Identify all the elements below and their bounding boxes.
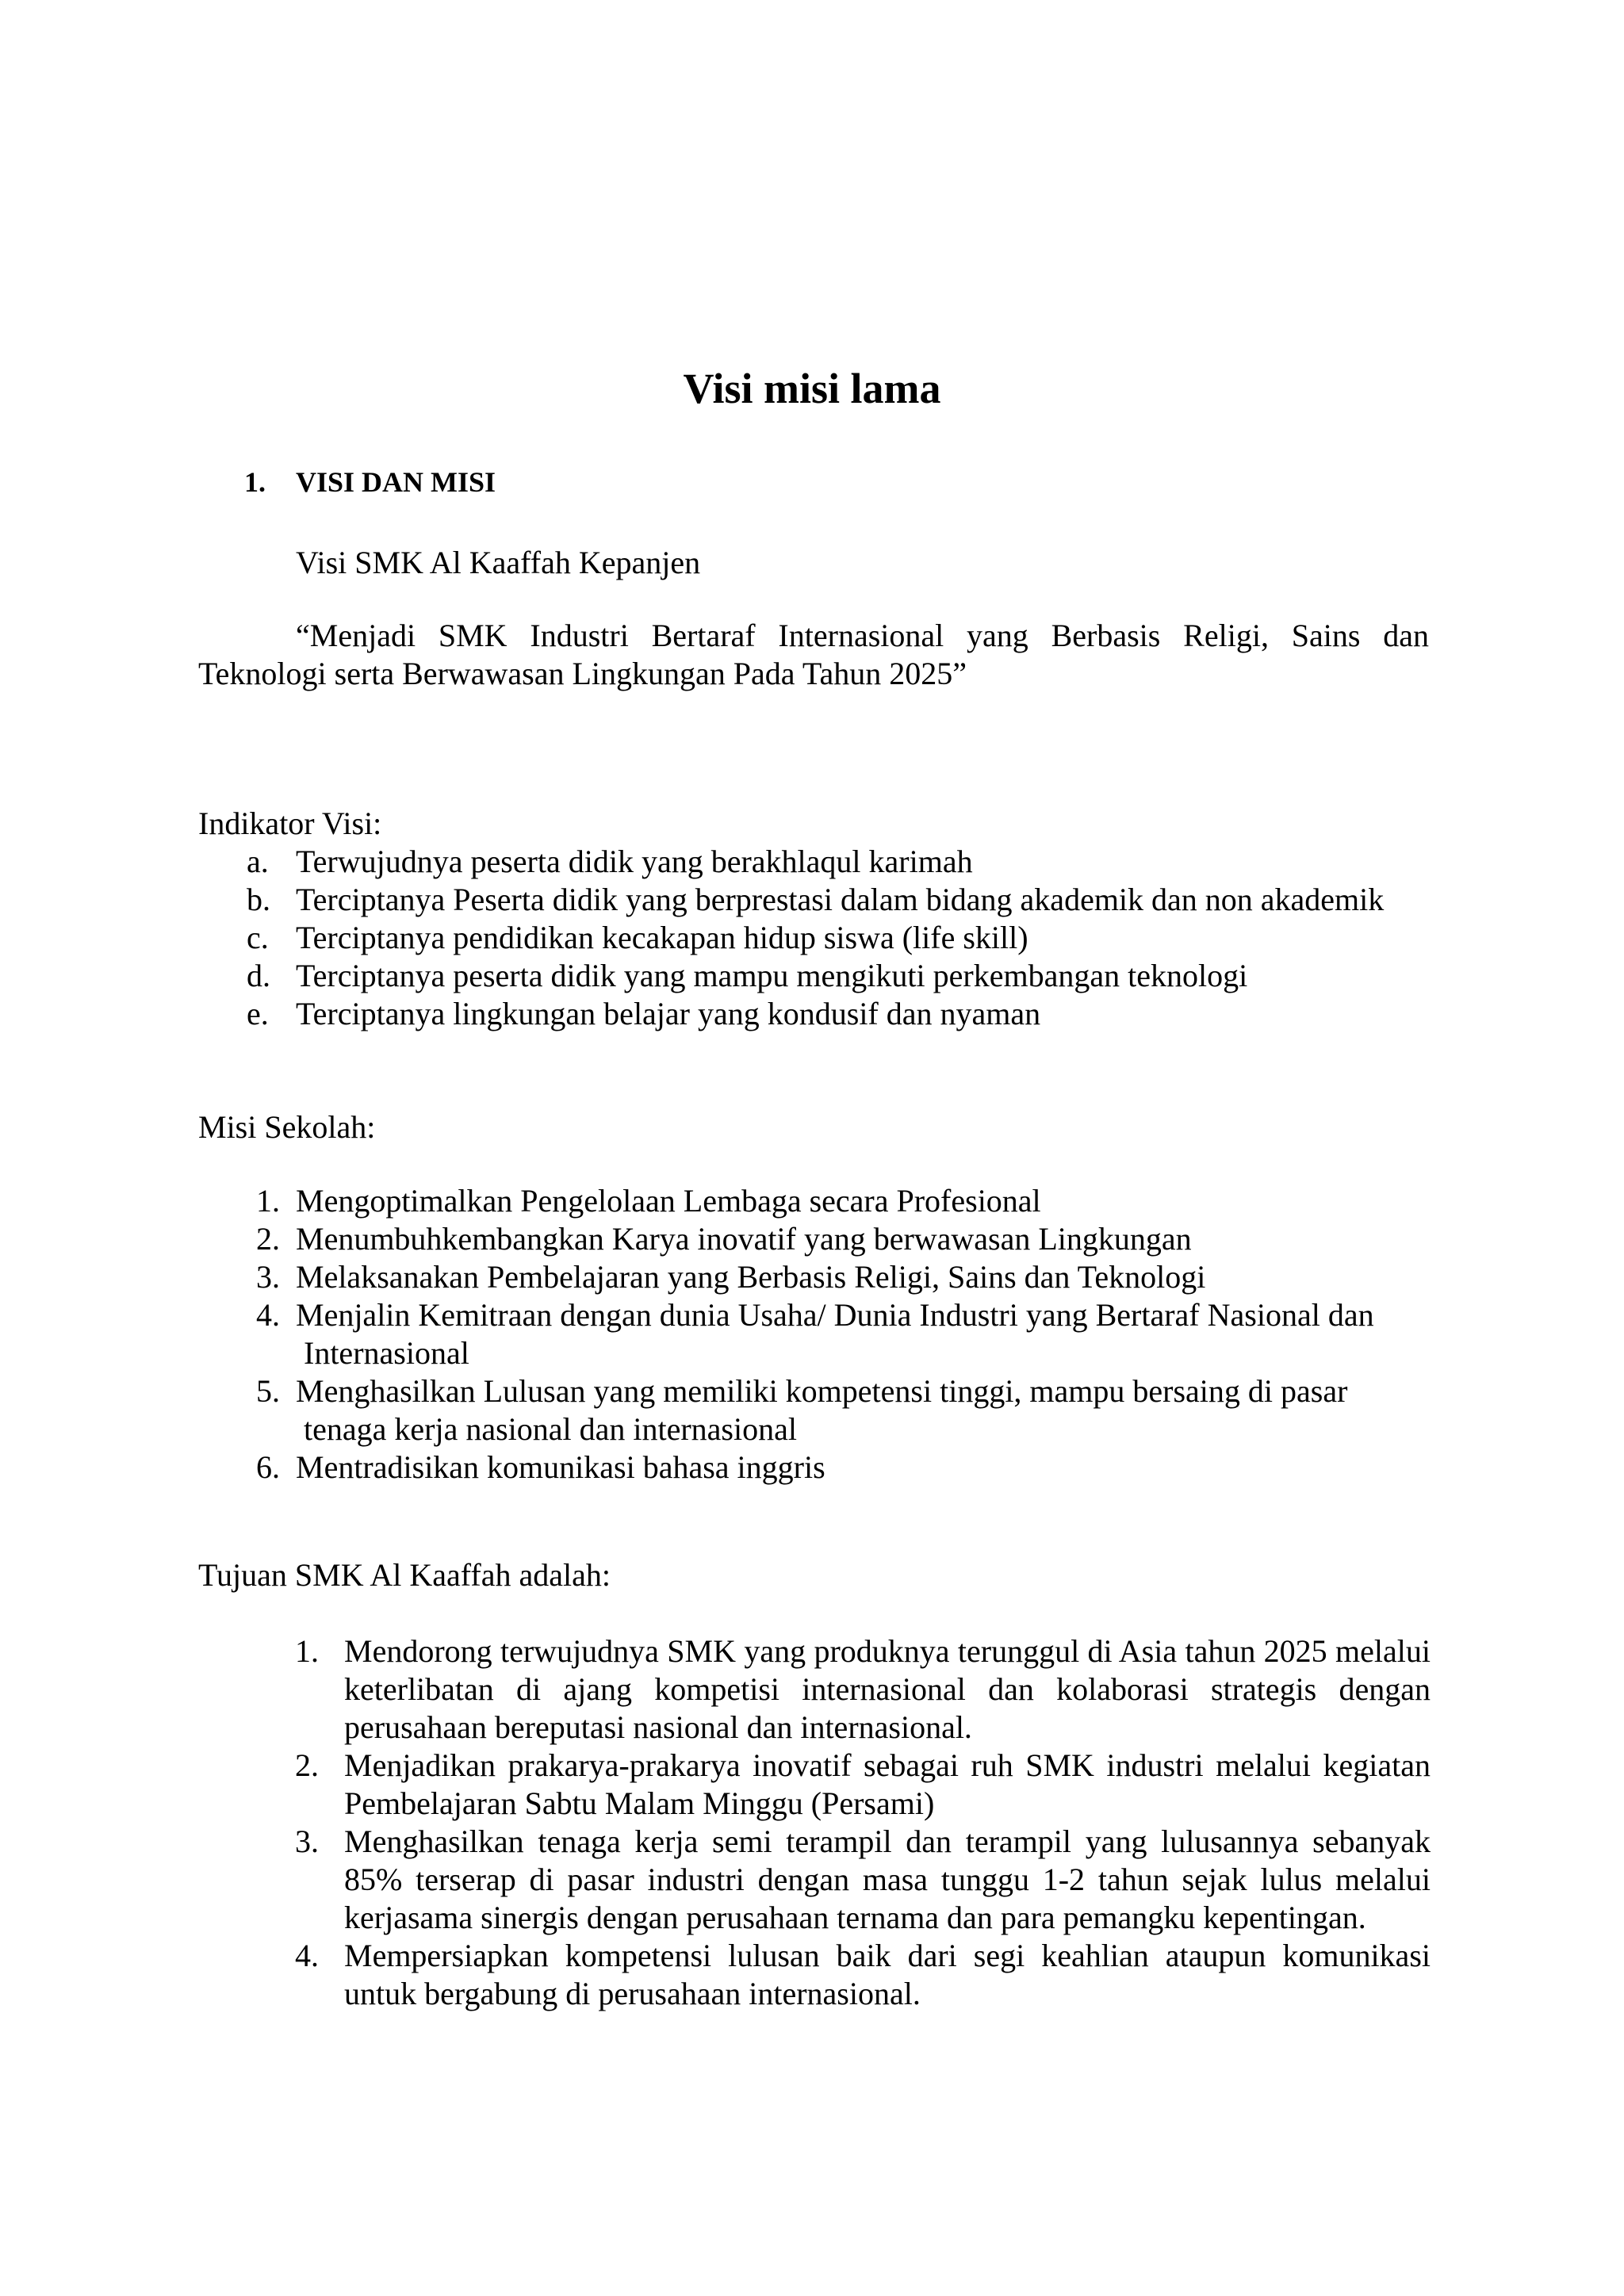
list-item-text: Mentradisikan komunikasi bahasa inggris	[296, 1449, 825, 1485]
document-title: Visi misi lama	[683, 365, 941, 412]
goals-label: Tujuan SMK Al Kaaffah adalah:	[198, 1557, 611, 1593]
list-item	[247, 843, 1446, 881]
list-item	[295, 1632, 1431, 1747]
list-item	[256, 1182, 1430, 1220]
list-item	[247, 919, 1446, 957]
list-item	[247, 995, 1446, 1033]
list-marker: 6.	[256, 1449, 280, 1485]
list-item-text: Mendorong terwujudnya SMK yang produknya terunggul di Asia tahun 2025 melalui keterlibatan di ajang kompetisi internasional dan kolaborasi strategis dengan perusahaan bereputasi nasional dan internasional.	[344, 1633, 1431, 1745]
section-heading-text: VISI DAN MISI	[296, 466, 496, 498]
list-item-text: Mempersiapkan kompetensi lulusan baik dari segi keahlian ataupun komunikasi untuk bergabung di perusahaan internasional.	[344, 1938, 1431, 2011]
list-marker: 1.	[295, 1633, 319, 1669]
list-item	[247, 957, 1446, 995]
list-item	[256, 1448, 1430, 1487]
vision-statement: “Menjadi SMK Industri Bertaraf Internasional yang Berbasis Religi, Sains dan Teknologi serta Berwawasan Lingkungan Pada Tahun 2025”	[198, 618, 1429, 691]
indicator-list	[247, 843, 1446, 1033]
vision-label: Visi SMK Al Kaaffah Kepanjen	[296, 545, 701, 580]
list-item-text: Terciptanya peserta didik yang mampu mengikuti perkembangan teknologi	[296, 958, 1248, 993]
list-item	[256, 1258, 1430, 1296]
list-item	[295, 1823, 1431, 1937]
list-item-text: Menjadikan prakarya-prakarya inovatif sebagai ruh SMK industri melalui kegiatan Pembelajaran Sabtu Malam Minggu (Persami)	[344, 1747, 1431, 1821]
mission-list	[256, 1182, 1430, 1487]
list-marker: 3.	[295, 1823, 319, 1859]
list-item	[295, 1747, 1431, 1823]
list-item	[295, 1937, 1431, 2013]
list-item	[256, 1372, 1430, 1448]
list-marker: b.	[247, 882, 270, 917]
list-marker: 4.	[256, 1297, 280, 1333]
section-number: 1.	[244, 466, 266, 498]
list-item-text: Terwujudnya peserta didik yang berakhlaqul karimah	[296, 844, 973, 879]
list-item	[256, 1296, 1430, 1372]
list-item	[256, 1220, 1430, 1258]
indicator-label: Indikator Visi:	[198, 806, 382, 841]
goals-list	[295, 1632, 1431, 2013]
mission-label: Misi Sekolah:	[198, 1109, 376, 1145]
list-marker: 3.	[256, 1259, 280, 1295]
list-item-text: Terciptanya lingkungan belajar yang kondusif dan nyaman	[296, 996, 1041, 1031]
list-marker: a.	[247, 844, 269, 879]
list-marker: 1.	[256, 1183, 280, 1219]
list-item-text: Melaksanakan Pembelajaran yang Berbasis Religi, Sains dan Teknologi	[296, 1259, 1206, 1295]
list-marker: c.	[247, 920, 269, 955]
list-marker: e.	[247, 996, 269, 1031]
list-item-text: Menjalin Kemitraan dengan dunia Usaha/ Dunia Industri yang Bertaraf Nasional dan Internasional	[296, 1297, 1374, 1371]
list-marker: 5.	[256, 1373, 280, 1409]
list-item	[247, 881, 1446, 919]
list-item-text: Terciptanya pendidikan kecakapan hidup siswa (life skill)	[296, 920, 1028, 955]
list-marker: 2.	[256, 1221, 280, 1257]
list-item-text: Menghasilkan tenaga kerja semi terampil dan terampil yang lulusannya sebanyak 85% terserap di pasar industri dengan masa tunggu 1-2 tahun sejak lulus melalui kerjasama sinergis dengan perusahaan ternama dan para pemangku kepentingan.	[344, 1823, 1431, 1935]
list-item-text: Menumbuhkembangkan Karya inovatif yang berwawasan Lingkungan	[296, 1221, 1192, 1257]
list-item-text: Menghasilkan Lulusan yang memiliki kompetensi tinggi, mampu bersaing di pasar tenaga kerja nasional dan internasional	[296, 1373, 1348, 1447]
list-marker: 2.	[295, 1747, 319, 1783]
list-item-text: Mengoptimalkan Pengelolaan Lembaga secara Profesional	[296, 1183, 1041, 1219]
list-marker: 4.	[295, 1938, 319, 1973]
list-item-text: Terciptanya Peserta didik yang berprestasi dalam bidang akademik dan non akademik	[296, 882, 1385, 917]
list-marker: d.	[247, 958, 270, 993]
